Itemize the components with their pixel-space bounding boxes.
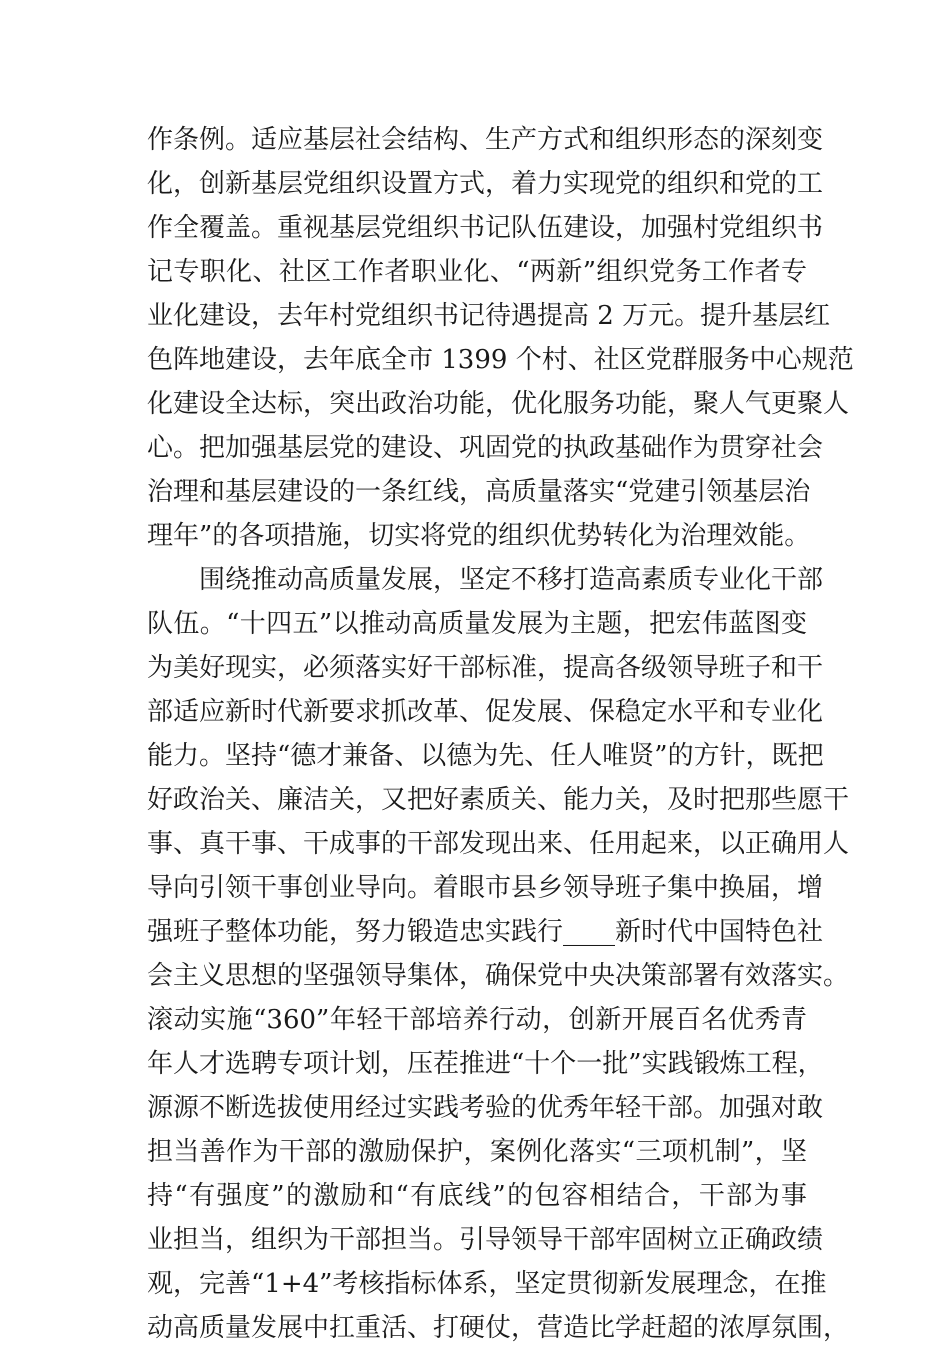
- text-line: 心。把加强基层党的建设、巩固党的执政基础作为贯穿社会: [147, 433, 824, 463]
- text-line: 滚动实施“360”年轻干部培养行动，创新开展百名优秀青: [147, 1005, 807, 1035]
- text-line: 化，创新基层党组织设置方式，着力实现党的组织和党的工: [147, 169, 824, 199]
- text-line: 年人才选聘专项计划，压茬推进“十个一批”实践锻炼工程，: [147, 1049, 824, 1079]
- text-line: 队伍。“十四五”以推动高质量发展为主题，把宏伟蓝图变: [147, 609, 807, 639]
- text-line: 作条例。适应基层社会结构、生产方式和组织形态的深刻变: [147, 125, 824, 155]
- text-line: 能力。坚持“德才兼备、以德为先、任人唯贤”的方针，既把: [147, 741, 824, 771]
- text-line: 导向引领干事创业导向。着眼市县乡领导班子集中换届，增: [147, 873, 824, 903]
- text-line: 事、真干事、干成事的干部发现出来、任用起来，以正确用人: [147, 829, 850, 859]
- text-line: 为美好现实，必须落实好干部标准，提高各级领导班子和干: [147, 653, 824, 683]
- text-line: 强班子整体功能，努力锻造忠实践行____新时代中国特色社: [147, 917, 824, 947]
- text-line: 动高质量发展中扛重活、打硬仗，营造比学赶超的浓厚氛围，: [147, 1313, 850, 1343]
- text-line: 业担当，组织为干部担当。引导领导干部牢固树立正确政绩: [147, 1225, 824, 1255]
- text-line: 持“有强度”的激励和“有底线”的包容相结合，干部为事: [147, 1181, 807, 1211]
- text-line: 部适应新时代新要求抓改革、促发展、保稳定水平和专业化: [147, 697, 824, 727]
- text-line: 理年”的各项措施，切实将党的组织优势转化为治理效能。: [147, 521, 811, 551]
- text-line: 观，完善“1+4”考核指标体系，坚定贯彻新发展理念，在推: [147, 1269, 827, 1299]
- text-line: 好政治关、廉洁关，又把好素质关、能力关，及时把那些愿干: [147, 785, 850, 815]
- text-line: 会主义思想的坚强领导集体，确保党中央决策部署有效落实。: [147, 961, 850, 991]
- text-line: 源源不断选拔使用经过实践考验的优秀年轻干部。加强对敢: [147, 1093, 824, 1123]
- text-line: 担当善作为干部的激励保护，案例化落实“三项机制”，坚: [147, 1137, 807, 1167]
- text-line: 作全覆盖。重视基层党组织书记队伍建设，加强村党组织书: [147, 213, 824, 243]
- text-line: 业化建设，去年村党组织书记待遇提高 2 万元。提升基层红: [147, 301, 831, 331]
- text-line: 记专职化、社区工作者职业化、“两新”组织党务工作者专: [147, 257, 807, 287]
- text-line: 色阵地建设，去年底全市 1399 个村、社区党群服务中心规范: [147, 345, 854, 375]
- paragraph-first-line: 围绕推动高质量发展，坚定不移打造高素质专业化干部: [199, 565, 824, 595]
- text-line: 治理和基层建设的一条红线，高质量落实“党建引领基层治: [147, 477, 811, 507]
- text-line: 化建设全达标，突出政治功能，优化服务功能，聚人气更聚人: [147, 389, 850, 419]
